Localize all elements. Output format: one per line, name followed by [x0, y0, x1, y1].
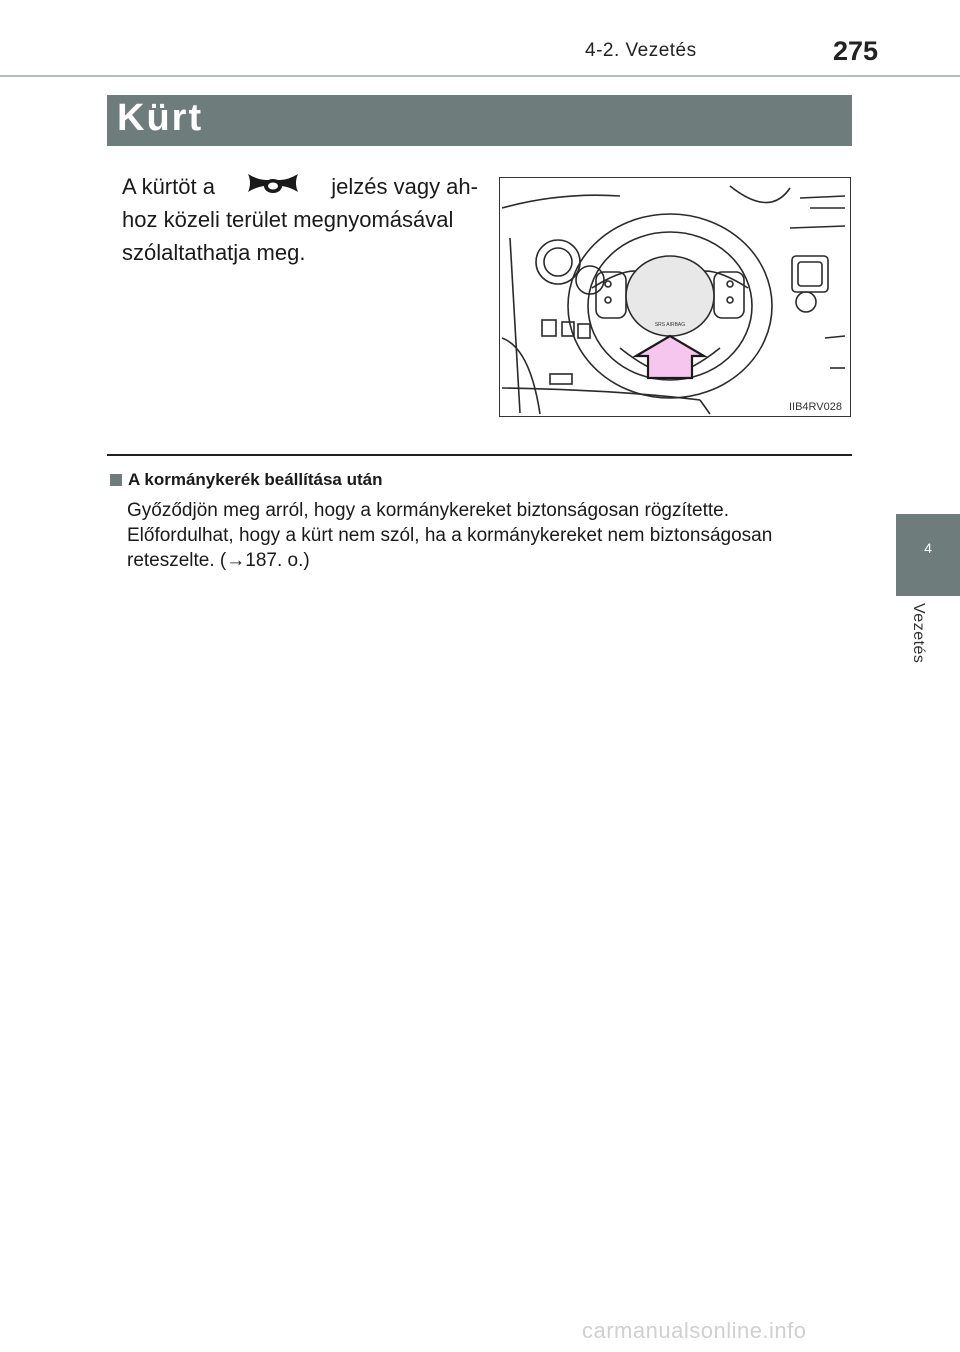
intro-line-2: hoz közeli terület megnyomásával: [122, 207, 454, 232]
figure-code: IIB4RV028: [788, 401, 842, 413]
intro-text-part1: A kürtöt a: [122, 174, 215, 199]
intro-paragraph: [122, 170, 478, 269]
note-line-1: Győződjön meg arról, hogy a kormánykereket biztonságosan rögzítette.: [127, 500, 729, 521]
header-divider: [0, 75, 960, 77]
intro-line-3: szólaltathatja meg.: [122, 240, 306, 265]
chapter-tab-number: 4: [924, 540, 932, 556]
steering-wheel-drawing: [500, 178, 850, 416]
chapter-tab-label: Vezetés: [910, 603, 927, 664]
square-bullet-icon: [110, 474, 122, 486]
note-block: [110, 470, 855, 573]
horn-icon: [244, 170, 302, 196]
note-heading: [110, 470, 855, 490]
page-number: 275: [833, 36, 879, 66]
intro-line-1: [122, 170, 478, 203]
intro-text-part2: jelzés vagy ah-: [331, 174, 478, 199]
note-line-2: Előfordulhat, hogy a kürt nem szól, ha a kormánykereket nem biztonságosan: [127, 525, 773, 546]
arrow-indicator: [636, 336, 704, 378]
note-heading-text: A kormánykerék beállítása után: [128, 470, 383, 489]
steering-wheel-illustration: [499, 177, 851, 417]
page-title: Kürt: [117, 97, 204, 139]
title-bar: [107, 95, 852, 146]
section-divider: [107, 454, 852, 456]
header-section-title: 4-2. Vezetés: [585, 40, 697, 61]
note-body: [127, 498, 855, 573]
watermark: carmanualsonline.info: [582, 1318, 807, 1343]
note-line-3: reteszelte. (→187. o.): [127, 550, 310, 571]
airbag-label: SRS AIRBAG: [654, 322, 686, 328]
